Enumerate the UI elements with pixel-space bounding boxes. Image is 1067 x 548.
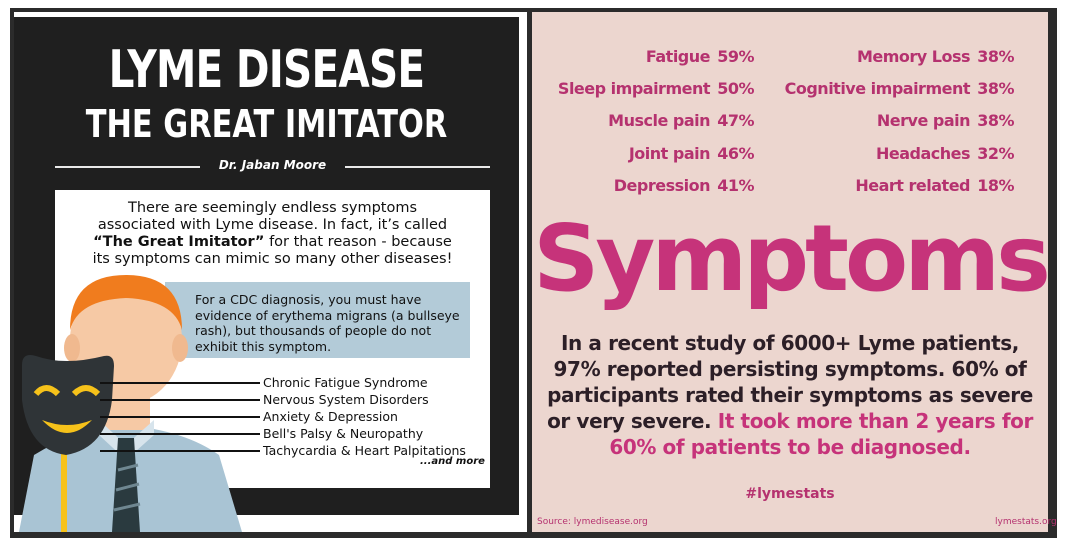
stat-row-memory-loss (770, 47, 1014, 66)
pointer-line-1 (100, 382, 260, 384)
stat-percent: 38% (977, 47, 1014, 66)
person-with-mask-illustration (14, 270, 254, 532)
stat-label: Headaches (875, 144, 970, 163)
stat-percent: 50% (717, 79, 754, 98)
pointer-line-3 (100, 416, 260, 418)
stat-label: Memory Loss (856, 47, 970, 66)
stat-row-depression (548, 176, 754, 195)
stat-label: Joint pain (628, 144, 710, 163)
stat-percent: 47% (717, 111, 754, 130)
symptom-item: Anxiety & Depression (263, 409, 398, 424)
stat-row-joint-pain (548, 144, 754, 163)
title-line-1: LYME DISEASE (108, 40, 425, 100)
stat-percent: 59% (717, 47, 754, 66)
pointer-line-4 (100, 433, 260, 435)
hashtag: #lymestats (745, 486, 835, 502)
intro-text-part2: for that reason - because its symptoms can mimic so many other diseases! (92, 234, 453, 267)
stat-percent: 38% (977, 111, 1014, 130)
study-highlight-text: It took more than 2 years for 60% of patients to be diagnosed. (609, 409, 1033, 459)
stat-percent: 38% (977, 79, 1014, 98)
and-more-note: ...and more (420, 456, 485, 467)
symptom-item: Nervous System Disorders (263, 392, 429, 407)
stat-label: Heart related (855, 176, 970, 195)
symptoms-headline: Symptoms (533, 205, 1047, 312)
stat-row-heart-related (770, 176, 1014, 195)
title-line-2: THE GREAT IMITATOR (85, 102, 448, 146)
stat-percent: 41% (717, 176, 754, 195)
stat-percent: 46% (717, 144, 754, 163)
cdc-callout-text: For a CDC diagnosis, you must have evidence of erythema migrans (a bullseye rash), but thousands of people do not exhibit this symptom. (195, 292, 460, 354)
stat-row-muscle-pain (548, 111, 754, 130)
source-credit: Source: lymedisease.org (537, 517, 648, 527)
stat-row-nerve-pain (770, 111, 1014, 130)
pointer-line-5 (100, 450, 260, 452)
author-divider-right (345, 166, 490, 168)
stat-percent: 18% (977, 176, 1014, 195)
stat-label: Depression (613, 176, 710, 195)
stat-percent: 32% (977, 144, 1014, 163)
stat-row-cognitive-impairment (770, 79, 1014, 98)
stat-label: Fatigue (645, 47, 710, 66)
author-name: Dr. Jaban Moore (218, 158, 327, 172)
intro-text (90, 200, 455, 268)
stat-label: Cognitive impairment (784, 79, 970, 98)
site-credit: lymestats.org (995, 517, 1057, 527)
symptom-item: Tachycardia & Heart Palpitations (263, 443, 466, 458)
symptom-list (263, 374, 466, 459)
stat-row-sleep-impairment (548, 79, 754, 98)
stat-label: Sleep impairment (557, 79, 710, 98)
symptom-item: Bell's Palsy & Neuropathy (263, 426, 424, 441)
stat-row-fatigue (548, 47, 754, 66)
stat-row-headaches (770, 144, 1014, 163)
study-paragraph (540, 330, 1040, 460)
intro-text-bold: “The Great Imitator” (93, 234, 265, 250)
pointer-line-2 (100, 399, 260, 401)
author-divider-left (55, 166, 200, 168)
symptom-item: Chronic Fatigue Syndrome (263, 375, 428, 390)
stat-label: Muscle pain (608, 111, 710, 130)
intro-text-part1: There are seemingly endless symptoms associated with Lyme disease. In fact, it’s called (97, 200, 448, 233)
study-text: In a recent study of 6000+ Lyme patients, 97% reported persisting symptoms. 60% of participants rated their symptoms as severe or very severe. (547, 331, 1033, 433)
stat-label: Nerve pain (876, 111, 970, 130)
